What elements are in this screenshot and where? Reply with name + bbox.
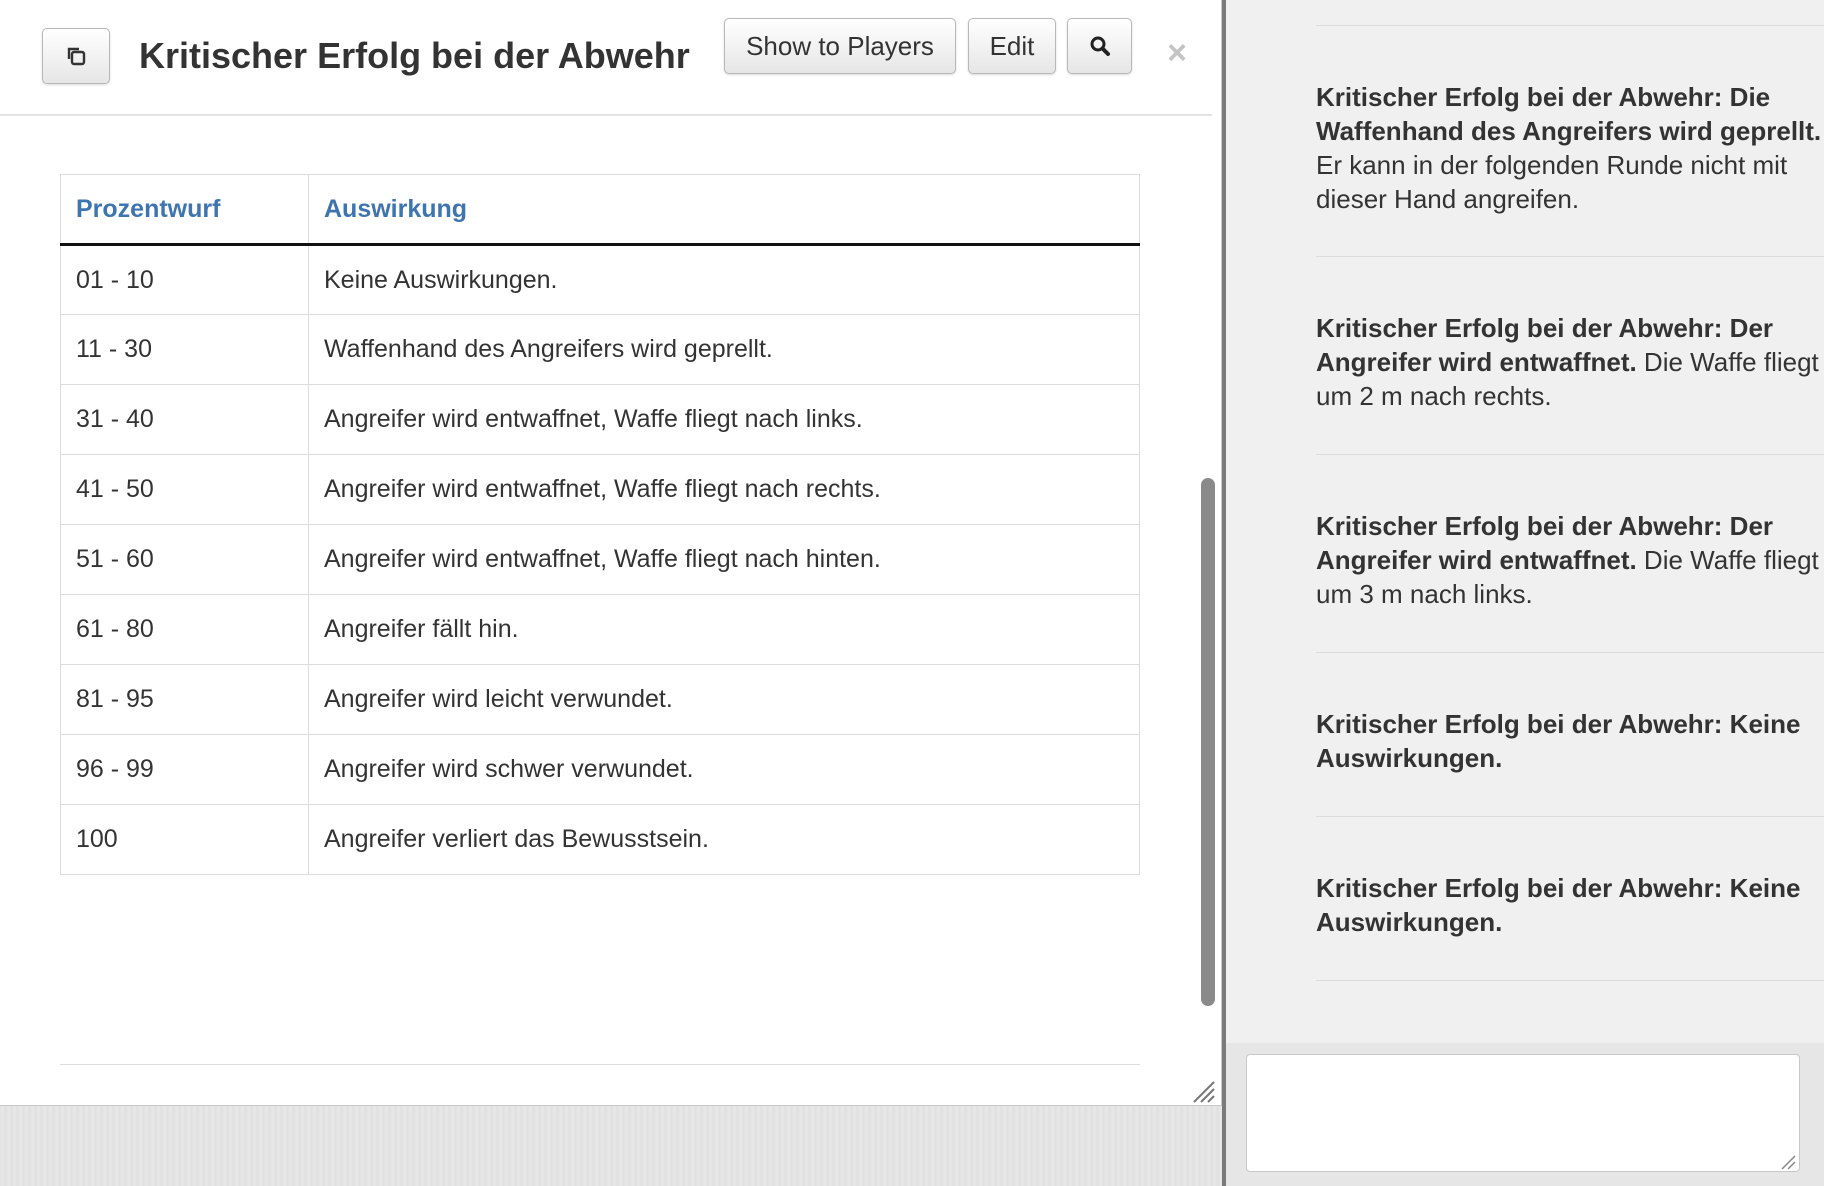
background-texture: [0, 1106, 1224, 1186]
effect-cell: Angreifer wird entwaffnet, Waffe fliegt nach hinten.: [309, 525, 1140, 595]
popout-button[interactable]: [42, 28, 110, 84]
table-row: [61, 455, 1140, 525]
effect-cell: Angreifer wird entwaffnet, Waffe fliegt nach links.: [309, 385, 1140, 455]
roll-range-cell: 51 - 60: [61, 525, 309, 595]
roll-range-cell: 96 - 99: [61, 735, 309, 805]
table-header-row: [61, 175, 1140, 245]
effect-cell: Waffenhand des Angreifers wird geprellt.: [309, 315, 1140, 385]
search-button[interactable]: [1067, 18, 1132, 74]
chat-message: [1316, 25, 1824, 216]
edit-button[interactable]: Edit: [968, 18, 1056, 74]
popout-icon: [65, 45, 87, 67]
chat-message-bold: Kritischer Erfolg bei der Abwehr: Die Waffenhand des Angreifers wird geprellt.: [1316, 82, 1822, 146]
effect-cell: Angreifer wird schwer verwundet.: [309, 735, 1140, 805]
chat-message: [1316, 816, 1824, 939]
column-header-auswirkung: Auswirkung: [309, 175, 1140, 245]
roll-range-cell: 81 - 95: [61, 665, 309, 735]
chat-message: [1316, 256, 1824, 413]
column-header-prozentwurf: Prozentwurf: [61, 175, 309, 245]
close-icon[interactable]: ×: [1167, 34, 1187, 72]
table-row: [61, 385, 1140, 455]
roll-range-cell: 100: [61, 805, 309, 875]
chat-message-bold: Kritischer Erfolg bei der Abwehr: Keine Auswirkungen.: [1316, 873, 1801, 937]
table-row: [61, 595, 1140, 665]
roll-range-cell: 61 - 80: [61, 595, 309, 665]
dialog-header: [0, 0, 1212, 116]
table-row: [61, 665, 1140, 735]
table-row: [61, 525, 1140, 595]
roll-range-cell: 31 - 40: [61, 385, 309, 455]
chat-message-bold: Kritischer Erfolg bei der Abwehr: Der Angreifer wird entwaffnet.: [1316, 313, 1774, 377]
effect-cell: Angreifer verliert das Bewusstsein.: [309, 805, 1140, 875]
textarea-resize-icon[interactable]: [1780, 1154, 1796, 1170]
table-row: [61, 735, 1140, 805]
chat-divider-line: [1316, 980, 1824, 981]
effect-cell: Angreifer wird leicht verwundet.: [309, 665, 1140, 735]
chat-message: [1316, 652, 1824, 775]
resize-handle-icon[interactable]: [1190, 1078, 1216, 1104]
chat-message: [1316, 454, 1824, 611]
chat-input[interactable]: [1246, 1054, 1800, 1172]
chat-message-bold: Kritischer Erfolg bei der Abwehr: Keine Auswirkungen.: [1316, 709, 1801, 773]
roll-range-cell: 01 - 10: [61, 245, 309, 315]
content-bottom-divider: [60, 1064, 1140, 1065]
chat-message-text: Er kann in der folgenden Runde nicht mit dieser Hand angreifen.: [1316, 150, 1788, 214]
roll-range-cell: 11 - 30: [61, 315, 309, 385]
effect-cell: Angreifer fällt hin.: [309, 595, 1140, 665]
effect-cell: Keine Auswirkungen.: [309, 245, 1140, 315]
chat-log: [1226, 0, 1824, 1043]
table-row: [61, 805, 1140, 875]
effects-table: [60, 174, 1140, 875]
chat-message-text: Die Waffe fliegt um 2 m nach rechts.: [1316, 347, 1819, 411]
chat-message-text: Die Waffe fliegt um 3 m nach links.: [1316, 545, 1819, 609]
roll-range-cell: 41 - 50: [61, 455, 309, 525]
table-row: [61, 315, 1140, 385]
dialog-title: Kritischer Erfolg bei der Abwehr: [139, 35, 690, 76]
effect-cell: Angreifer wird entwaffnet, Waffe fliegt nach rechts.: [309, 455, 1140, 525]
search-icon: [1088, 34, 1112, 58]
show-to-players-button[interactable]: Show to Players: [724, 18, 956, 74]
chat-message-bold: Kritischer Erfolg bei der Abwehr: Der Angreifer wird entwaffnet.: [1316, 511, 1774, 575]
table-row: [61, 245, 1140, 315]
dialog-scrollbar[interactable]: [1201, 478, 1215, 1006]
